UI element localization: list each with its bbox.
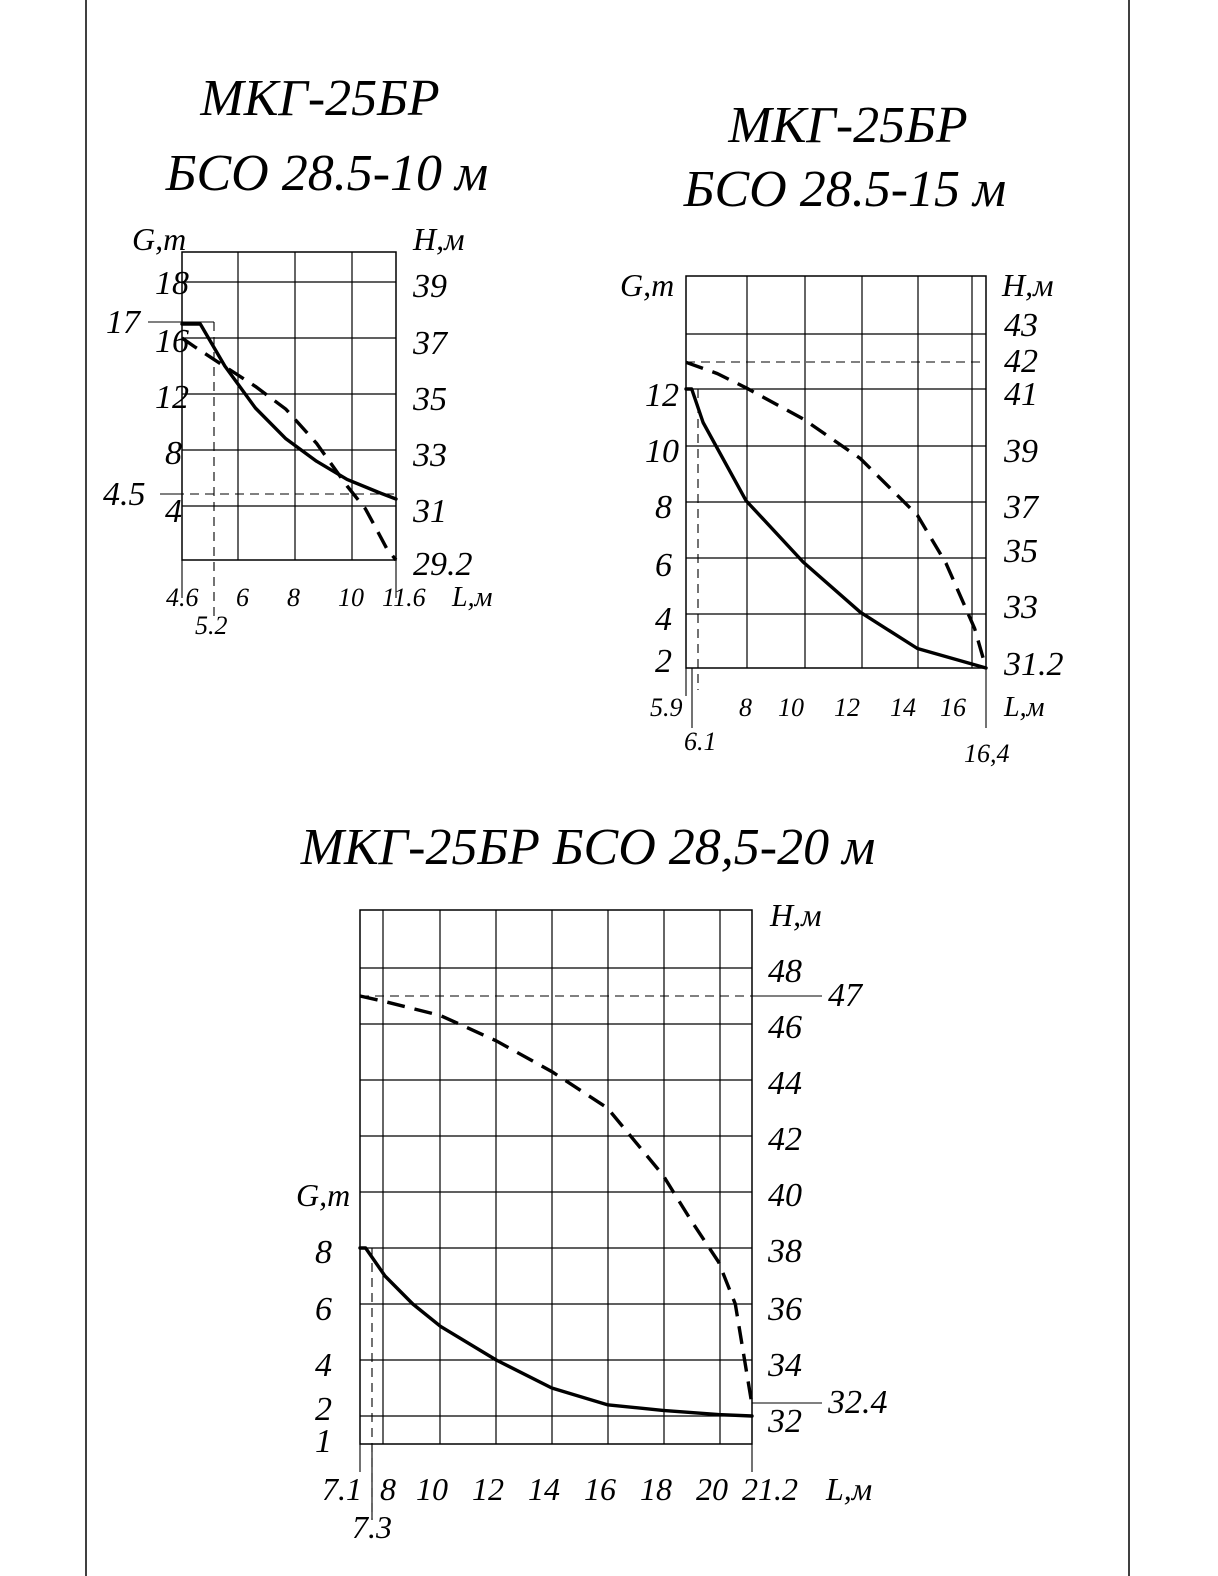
- chart-1-ytick-right: 39: [413, 268, 447, 305]
- chart-3-xtick: 20: [696, 1471, 728, 1507]
- chart-2-grid: [686, 276, 986, 728]
- chart-1-ytick-left-extra: 17: [106, 304, 140, 341]
- chart-3-ytick-right: 38: [768, 1233, 802, 1270]
- chart-1-ytick-left: 4: [165, 493, 182, 530]
- chart-1-xtick: 4.6: [166, 583, 199, 612]
- chart-2-xtick-extra: 6.1: [684, 727, 717, 756]
- chart-2-ytick-left: 2: [655, 643, 672, 680]
- chart-1-ytick-left: 16: [155, 323, 189, 360]
- chart-3-xtick: 12: [472, 1471, 504, 1507]
- chart-1-xtick: 6: [236, 583, 249, 612]
- chart-2-xtick: 12: [834, 693, 860, 722]
- chart-1-xtick: 11.6: [382, 583, 426, 612]
- chart-2-ytick-right: 33: [1004, 589, 1038, 626]
- chart-2-ytick-right: 37: [1004, 489, 1038, 526]
- chart-3-xtick: 7.1: [322, 1471, 362, 1507]
- chart-3-ytick-right: 34: [768, 1347, 802, 1384]
- chart-2-ytick-right: 39: [1004, 433, 1038, 470]
- chart-1-xtick: 10: [338, 583, 364, 612]
- chart-2-ytick-right: 31.2: [1004, 646, 1064, 683]
- chart-3-ytick-right: 44: [768, 1065, 802, 1102]
- chart-1-ytick-right: 33: [413, 437, 447, 474]
- chart-1-ytick-right: 37: [413, 325, 447, 362]
- chart-2-ytick-right: 35: [1004, 533, 1038, 570]
- chart-1-ytick-right: 35: [413, 381, 447, 418]
- chart-2-xtick: 10: [778, 693, 804, 722]
- chart-1-title-line-2: БСО 28.5-10 м: [165, 145, 489, 202]
- chart-3-ytick-right: 36: [768, 1291, 802, 1328]
- chart-1-ytick-left: 8: [165, 435, 182, 472]
- chart-3: [296, 819, 888, 1545]
- chart-3-series-capacity: [360, 1248, 752, 1416]
- chart-2-ytick-left: 6: [655, 547, 672, 584]
- chart-3-xtick: 16: [584, 1471, 616, 1507]
- chart-1-xtick-extra: 5.2: [195, 611, 228, 640]
- chart-2-ylabel-right: H,м: [1002, 267, 1054, 303]
- chart-1-ylabel-right: H,м: [413, 221, 465, 257]
- chart-3-ytick-left: 6: [315, 1291, 332, 1328]
- chart-2-xtick: 16: [940, 693, 966, 722]
- chart-3-ytick-right-extra: 47: [828, 977, 862, 1014]
- chart-2-series-height: [686, 362, 986, 668]
- chart-2-ytick-left: 4: [655, 601, 672, 638]
- chart-3-xtick: 8: [380, 1471, 396, 1507]
- chart-1-ytick-left: 18: [155, 265, 189, 302]
- chart-3-ytick-right: 48: [768, 953, 802, 990]
- chart-3-ytick-right: 42: [768, 1121, 802, 1158]
- chart-1: [103, 70, 493, 640]
- chart-1-title-line-1: МКГ-25БР: [200, 70, 440, 127]
- chart-2-ytick-right: 41: [1004, 376, 1038, 413]
- chart-3-ytick-left: 1: [315, 1423, 332, 1460]
- chart-3-ylabel-right: H,м: [770, 897, 822, 933]
- chart-3-ylabel-left: G,т: [296, 1177, 351, 1213]
- chart-2-xtick: 5.9: [650, 693, 683, 722]
- chart-2-xtick: 14: [890, 693, 916, 722]
- chart-1-xtick: 8: [287, 583, 300, 612]
- chart-2-series-capacity: [686, 389, 986, 668]
- chart-3-xlabel: L,м: [826, 1471, 873, 1507]
- chart-2: [620, 97, 1064, 768]
- chart-2-xtick: 8: [739, 693, 752, 722]
- chart-1-ytick-right: 29.2: [413, 546, 473, 583]
- chart-2-ytick-left: 10: [645, 433, 679, 470]
- chart-1-xlabel: L,м: [452, 582, 493, 613]
- chart-1-ytick-right: 31: [413, 493, 447, 530]
- chart-2-ytick-left: 8: [655, 489, 672, 526]
- chart-3-xtick-extra: 7.3: [352, 1509, 392, 1545]
- chart-2-xlabel: L,м: [1004, 692, 1045, 723]
- chart-2-ylabel-left: G,т: [620, 267, 675, 303]
- chart-3-series-height: [360, 996, 752, 1405]
- chart-1-ytick-left: 12: [155, 379, 189, 416]
- chart-2-title-line-1: МКГ-25БР: [728, 97, 968, 154]
- chart-3-xtick: 18: [640, 1471, 672, 1507]
- chart-2-xtick-extra: 16,4: [964, 739, 1010, 768]
- chart-1-ylabel-left: G,т: [132, 221, 187, 257]
- chart-3-xtick: 14: [528, 1471, 560, 1507]
- chart-3-ytick-left: 2: [315, 1391, 332, 1428]
- chart-3-ytick-right-extra: 32.4: [828, 1384, 888, 1421]
- chart-3-ytick-right: 32: [768, 1403, 802, 1440]
- chart-3-ytick-left: 4: [315, 1347, 332, 1384]
- chart-2-title-line-2: БСО 28.5-15 м: [683, 161, 1007, 218]
- chart-3-ytick-right: 46: [768, 1009, 802, 1046]
- chart-1-ytick-left-extra: 4.5: [103, 476, 146, 513]
- chart-3-title: МКГ-25БР БСО 28,5-20 м: [300, 819, 876, 876]
- chart-1-grid: [182, 252, 396, 598]
- chart-3-ytick-right: 40: [768, 1177, 802, 1214]
- chart-3-xtick: 21.2: [742, 1471, 798, 1507]
- chart-2-ytick-left: 12: [645, 377, 679, 414]
- chart-2-ytick-right: 43: [1004, 307, 1038, 344]
- chart-3-xtick: 10: [416, 1471, 448, 1507]
- chart-2-ytick-right: 42: [1004, 343, 1038, 380]
- chart-3-ytick-left: 8: [315, 1234, 332, 1271]
